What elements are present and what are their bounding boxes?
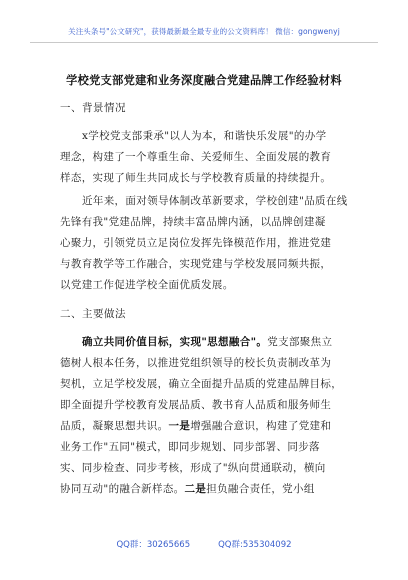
document-title: 学校党支部党建和业务深度融合党建品牌工作经验材料 — [66, 73, 342, 87]
footer-qq-group-right: QQ群:535304092 — [218, 540, 292, 550]
paragraph-line: 以党建工作促进学校全面优质发展。 — [60, 279, 234, 291]
paragraph-line: 理念，构建了一个尊重生命、关爱师生、全面发展的教育 — [60, 151, 332, 163]
text-run: 增强融合意识，构建了党建和 — [190, 420, 332, 432]
section-heading-background: 一、背景情况 — [60, 102, 126, 114]
section-heading-practices: 二、主要做法 — [60, 308, 126, 320]
paragraph-line: x学校党支部秉承"以人为本，和谐快乐发展"的办学 — [82, 130, 327, 142]
bold-lead-phrase: 一是 — [168, 420, 191, 432]
text-run: 党支部聚焦立 — [267, 336, 333, 348]
paragraph-line: 实、同步检查、同步考核，形成了"纵向贯通联动，横向 — [60, 462, 326, 474]
paragraph-line: 与教育教学等工作融合，实现党建与学校发展同频共振， — [60, 258, 332, 270]
text-run: 品质，凝聚思想共识。 — [60, 420, 169, 432]
paragraph-line: 业务工作"五同"模式，即同步规划、同步部署、同步落 — [60, 441, 320, 453]
paragraph-line: 心聚力，引领党员立足岗位发挥先锋模范作用，推进党建 — [60, 237, 332, 249]
bold-lead-phrase: 二是 — [184, 483, 207, 495]
header-divider — [30, 42, 378, 43]
paragraph-line — [60, 483, 360, 496]
paragraph-line: 德树人根本任务，以推进党组织领导的校长负责制改革为 — [60, 357, 332, 369]
paragraph-line: 契机，立足学校发展，确立全面提升品质的党建品牌目标， — [60, 378, 343, 390]
footer-banner — [0, 538, 408, 550]
text-run: 协同互动"的融合新样态。 — [60, 483, 185, 495]
paragraph-line: 先锋有我"党建品牌，持续丰富品牌内涵，以品牌创建凝 — [60, 216, 326, 228]
text-run: 担负融合责任，党小组 — [206, 483, 315, 495]
paragraph-line: 即全面提升学校教育发展品质、教书育人品质和服务师生 — [60, 399, 332, 411]
paragraph-line: 样态，实现了师生共同成长与学校教育质量的持续提升。 — [60, 172, 332, 184]
paragraph-line — [60, 420, 360, 433]
bold-lead-phrase: 确立共同价值目标，实现"思想融合"。 — [82, 336, 268, 348]
paragraph-line — [82, 336, 360, 349]
paragraph-line: 近年来，面对领导体制改革新要求，学校创建"品质在线 — [82, 195, 348, 207]
footer-qq-group-left: QQ群：30265665 — [116, 540, 191, 550]
header-banner: 关注头条号"公文研究"，获得最新最全最专业的公文资料库！ 微信：gongwenyj — [68, 27, 340, 36]
